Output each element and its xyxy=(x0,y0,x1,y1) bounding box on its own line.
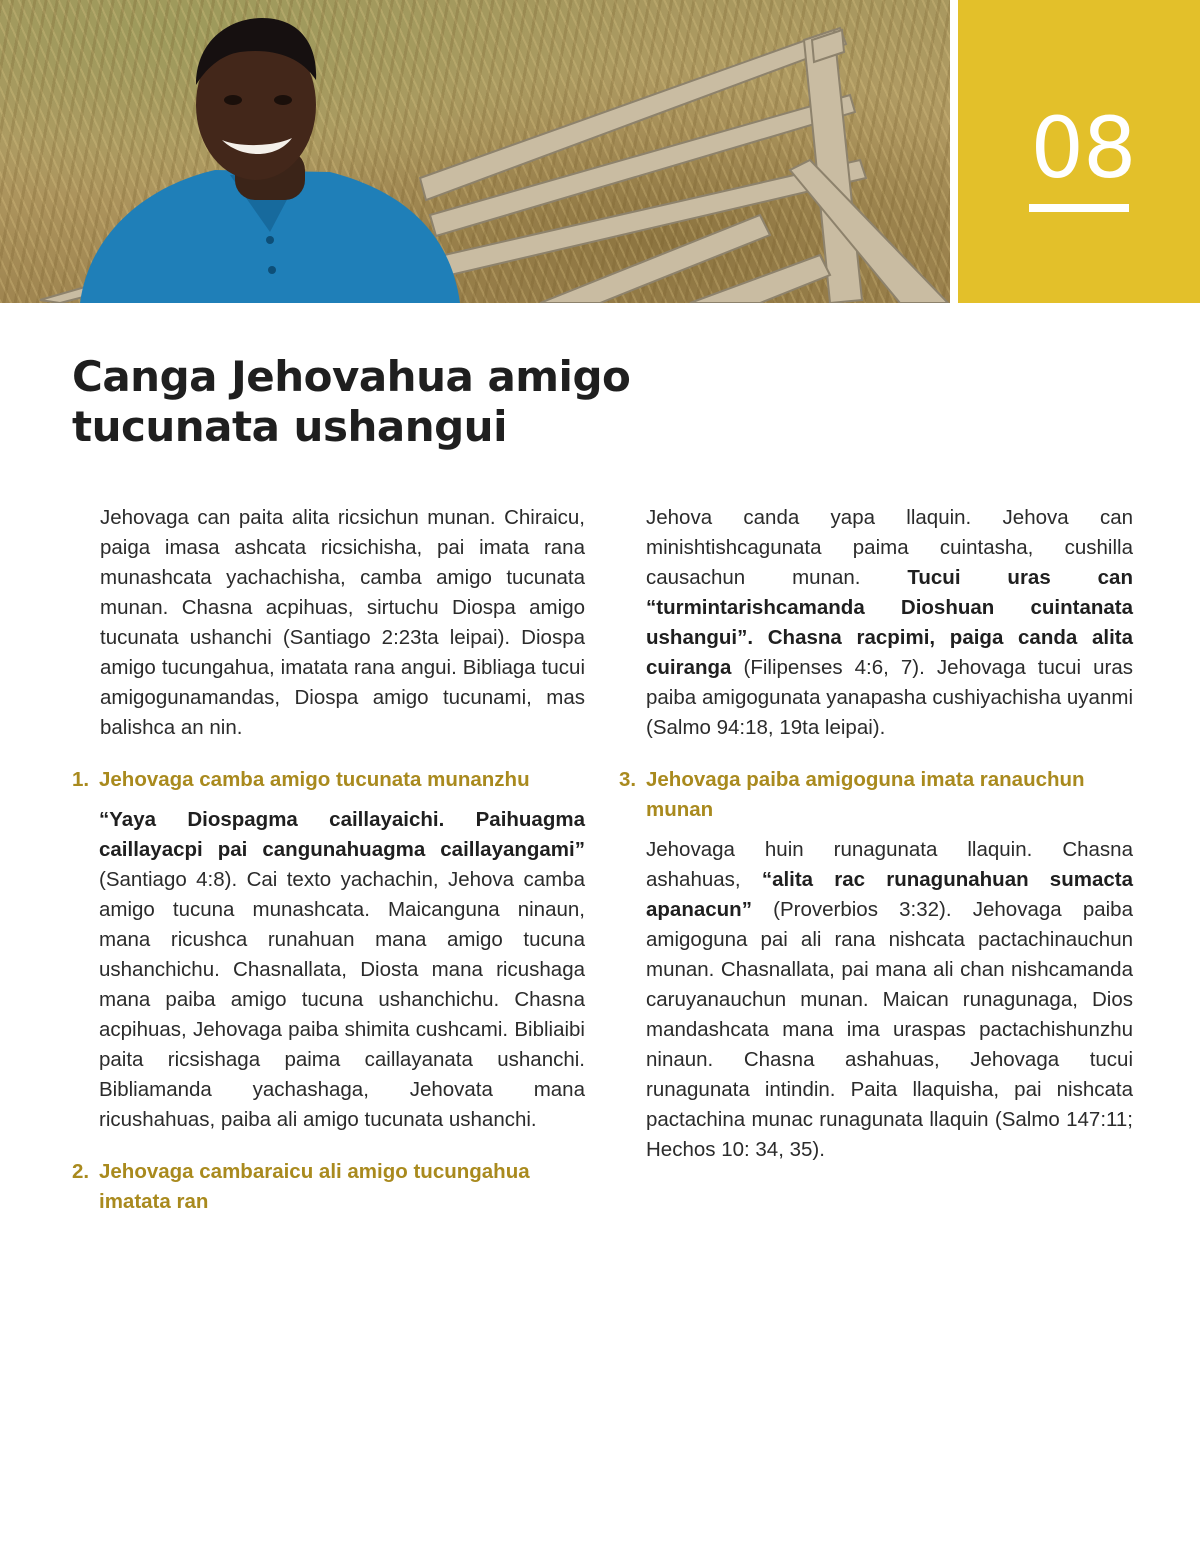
man-on-bench-illustration xyxy=(0,0,950,303)
section-2-paragraph xyxy=(646,503,1133,743)
section-2-title: Jehovaga cambaraicu ali amigo tucungahua imatata ran xyxy=(99,1160,530,1213)
section-3-body-end: (Proverbios 3:32). Jehovaga paiba amigoguna pai ali rana nishcata pactachinauchun munan. Chasnallata, pai mana ali chan nishcamanda caruyanauchun munan. Maican runagunaga, Dios mandashcata mana ima uraspas pactachishunzhu ninaun. Chasna ashahuas, Jehovaga tucui runagunata intindin. Paita llaquisha, pai nishcata pactachina munac runagunata llaquin (Salmo 147:11; Hechos 10: 34, 35). xyxy=(646,898,1133,1161)
section-3-number: 3. xyxy=(619,768,637,791)
intro-paragraph: Jehovaga can paita alita ricsichun munan. Chiraicu, paiga imasa ashcata ricsichisha, pai imata rana munashcata yachachisha, camba amigo tucunata munan. Chasna acpihuas, sirtuchu Diospa amigo tucunata ushanchi (Santiago 2:23ta leipai). Diospa amigo tucungahua, imatata rana angui. Bibliaga tucui amigogunamandas, Diospa amigo tucunami, mas balishca an nin. xyxy=(100,506,585,739)
section-2-body-start: Jehova canda yapa llaquin. Jehova can minishtishcagunata paima cuintasha, cushilla causachun munan. xyxy=(646,506,1133,589)
chapter-number: 08 xyxy=(1030,99,1136,197)
section-1-heading xyxy=(72,765,585,795)
section-3-body-bold: “alita rac runagunahuan sumacta apanacun” xyxy=(646,868,1133,921)
section-2-body-bold: Tucui uras can “turmintarishcamanda Dioshuan cuintanata ushangui”. Chasna racpimi, paiga canda alita cuiranga xyxy=(646,566,1133,679)
section-3-heading xyxy=(619,765,1133,825)
section-3-title: Jehovaga paiba amigoguna imata ranauchun munan xyxy=(646,768,1085,821)
chapter-badge xyxy=(958,0,1200,303)
section-1-quote: “Yaya Diospagma caillayaichi. Paihuagma caillayacpi pai cangunahuagma caillayangami” xyxy=(99,808,585,861)
section-1-body: (Santiago 4:8). Cai texto yachachin, Jehova camba amigo tucuna munashcata. Maicanguna ninaun, mana ricushca runahuan mana amigo tucuna ushanchichu. Chasnallata, Diosta mana ricushaga mana paiba amigo tucuna ushanchichu. Chasna acpihuas, Jehovaga paiba shimita cushcami. Bibliaibi paita ricsishaga paima caillayanata ushanchi. Bibliamanda yachashaga, Jehovata mana ricushahuas, paiba ali amigo tucunata ushanchi. xyxy=(99,868,585,1131)
page-title: Canga Jehovahua amigo tucunata ushangui xyxy=(72,352,631,451)
section-2-heading xyxy=(72,1157,585,1217)
section-1-title: Jehovaga camba amigo tucunata munanzhu xyxy=(99,768,530,791)
section-1-number: 1. xyxy=(72,768,90,791)
section-2-number: 2. xyxy=(72,1160,90,1183)
section-1-paragraph xyxy=(99,805,585,1135)
chapter-underline xyxy=(1029,204,1129,212)
left-column xyxy=(72,503,585,1227)
section-3-body-start: Jehovaga huin runagunata llaquin. Chasna ashahuas, xyxy=(646,838,1133,891)
section-3-paragraph xyxy=(646,835,1133,1165)
header-photo xyxy=(0,0,950,303)
right-column xyxy=(619,503,1133,1181)
section-2-body-end: (Filipenses 4:6, 7). Jehovaga tucui uras paiba amigogunata yanapasha cushiyachisha uyanmi (Salmo 94:18, 19ta leipai). xyxy=(646,656,1133,739)
man-figure xyxy=(80,18,460,303)
